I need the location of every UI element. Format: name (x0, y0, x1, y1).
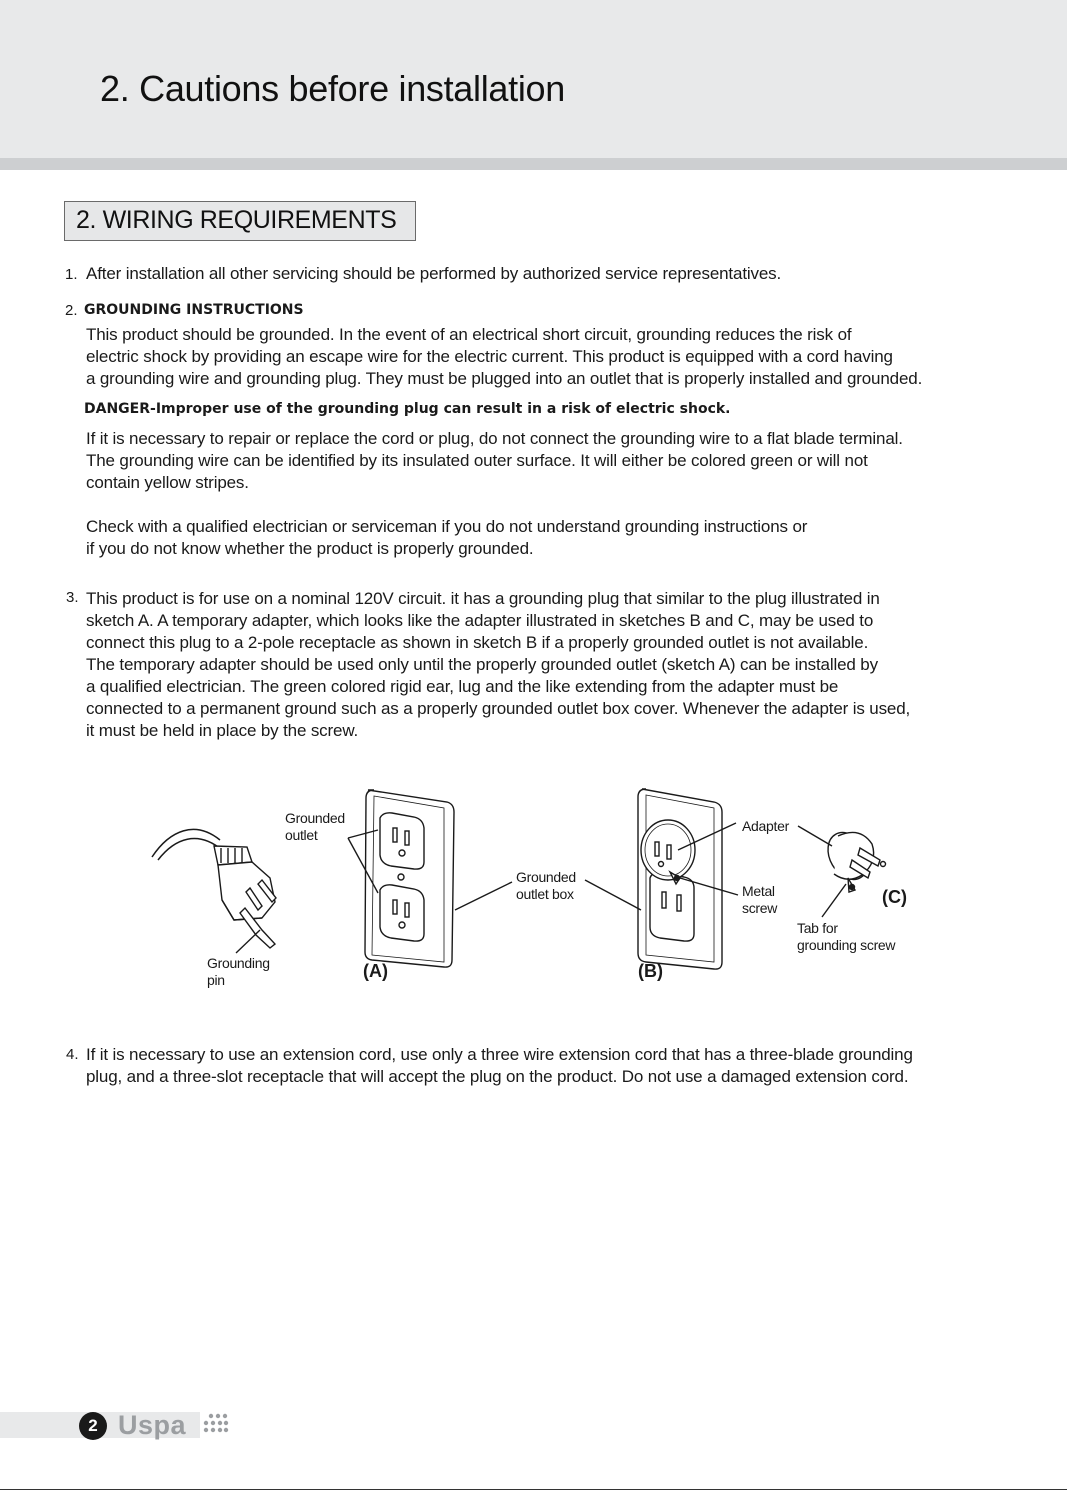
label-adapter: Adapter (742, 818, 789, 834)
section-title: 2. WIRING REQUIREMENTS (76, 206, 397, 234)
label-grounded-outlet-box: Grounded outlet box (516, 869, 576, 902)
text-line: sketch A. A temporary adapter, which looks like the adapter illustrated in sketches B and C, may be used to (86, 611, 874, 630)
item-4-number: 4. (66, 1046, 79, 1063)
text-line: plug, and a three-slot receptacle that will accept the plug on the product. Do not use a damaged extension cord. (86, 1067, 909, 1086)
brand-dots-icon (203, 1413, 229, 1437)
grounding-plug-drawing (152, 829, 276, 953)
text-line: if you do not know whether the product is properly grounded. (86, 539, 534, 558)
text-line: it must be held in place by the screw. (86, 721, 359, 740)
text-line: Check with a qualified electrician or serviceman if you do not understand grounding instructions or (86, 517, 808, 536)
sketch-c-label: (C) (882, 887, 907, 907)
text-line: The grounding wire can be identified by its insulated outer surface. It will either be colored green or will not (86, 451, 868, 470)
adapter-drawing (798, 825, 886, 917)
item-1-number: 1. (65, 266, 78, 283)
item-2-number: 2. (65, 302, 78, 319)
grounding-instructions-heading: GROUNDING INSTRUCTIONS (84, 302, 304, 318)
sketch-a-label: (A) (363, 961, 388, 981)
label-grounding-pin: Grounding pin (207, 955, 270, 988)
grounded-outlet-drawing (348, 790, 512, 967)
text-line: a grounding wire and grounding plug. They must be plugged into an outlet that is properly installed and grounded. (86, 369, 923, 388)
text-line: This product is for use on a nominal 120V circuit. it has a grounding plug that similar to the plug illustrated in (86, 589, 880, 608)
page-title: 2. Cautions before installation (100, 68, 565, 109)
adapter-outlet-drawing (585, 789, 738, 969)
text-line: If it is necessary to use an extension cord, use only a three wire extension cord that has a three-blade grounding (86, 1045, 913, 1064)
item-1-text: After installation all other servicing should be performed by authorized service representatives. (86, 264, 782, 283)
text-line: If it is necessary to repair or replace the cord or plug, do not connect the grounding wire to a flat blade terminal. (86, 429, 903, 448)
brand-logo: Uspa (118, 1410, 187, 1440)
sketch-b-label: (B) (638, 961, 663, 981)
text-line: connected to a permanent ground such as a properly grounded outlet box cover. Whenever the adapter is used, (86, 699, 911, 718)
item-3-number: 3. (66, 589, 79, 606)
bottom-rule (0, 1489, 1067, 1490)
text-line: connect this plug to a 2-pole receptacle as shown in sketch B if a properly grounded outlet is not available. (86, 633, 869, 652)
text-line: contain yellow stripes. (86, 473, 249, 492)
label-grounding-tab: Tab for grounding screw (797, 920, 896, 953)
text-line: The temporary adapter should be used only until the properly grounded outlet (sketch A) can be installed by (86, 655, 878, 674)
danger-warning: DANGER-Improper use of the grounding plug can result in a risk of electric shock. (84, 401, 731, 417)
text-line: electric shock by providing an escape wire for the electric current. This product is equipped with a cord having (86, 347, 893, 366)
item-4-paragraph (86, 1044, 913, 1088)
page-number-badge: 2 (79, 1412, 107, 1440)
text-line: a qualified electrician. The green colored rigid ear, lug and the like extending from the adapter must be (86, 677, 839, 696)
label-grounded-outlet: Grounded outlet (285, 810, 345, 843)
text-line: This product should be grounded. In the event of an electrical short circuit, grounding reduces the risk of (86, 325, 852, 344)
label-metal-screw: Metal screw (742, 883, 778, 916)
